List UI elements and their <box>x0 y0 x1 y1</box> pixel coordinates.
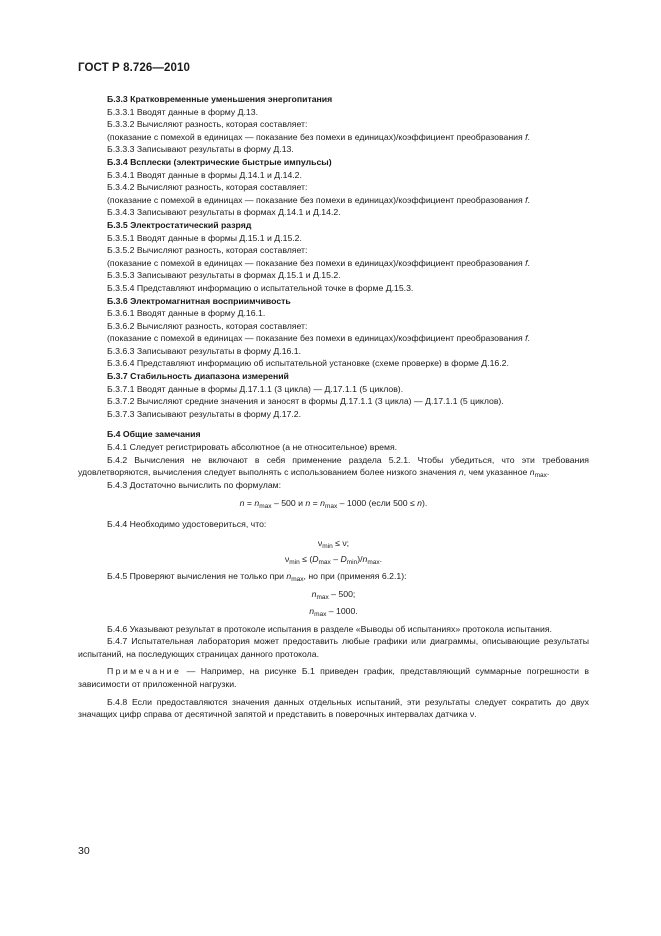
formula: $\nu_{min} \le (D_{max} - D_{min})/n_{max}$. <box>284 554 383 567</box>
paragraph: Б.3.7.1 Вводят данные в формы Д.17.1.1 (3 цикла) — Д.17.1.1 (5 циклов). <box>107 383 404 394</box>
paragraph: Б.3.4.2 Вычисляют разность, которая составляет: <box>107 182 308 193</box>
paragraph: Б.4.1 Следует регистрировать абсолютное (а не относительное) время. <box>107 442 398 453</box>
paragraph: Б.3.5.4 Представляют информацию о испытательной точке в форме Д.15.3. <box>107 282 414 293</box>
paragraph: Б.4.4 Необходимо удостовериться, что: <box>107 519 267 529</box>
section-heading: Б.4 Общие замечания <box>107 429 201 440</box>
section-heading: Б.3.6 Электромагнитная восприимчивость <box>107 295 291 306</box>
paragraph: Б.3.6.4 Представляют информацию об испытательной установке (схеме проверке) в форме Д.16.2. <box>107 358 509 369</box>
paragraph: Б.4.5 Проверяют вычисления не только при $n_{max}$, но при (применяя 6.2.1): <box>107 570 407 583</box>
paragraph: Б.3.7.3 Записывают результаты в форму Д.17.2. <box>107 408 302 419</box>
paragraph: Б.3.5.1 Вводят данные в формы Д.15.1 и Д.15.2. <box>107 232 302 243</box>
note: Примечание — Например, на рисунке Б.1 приведен график, представляющий суммарные погрешности в зависимости от приложенной нагрузки. <box>78 666 589 689</box>
formula-line: (показание с помехой в единицах — показание без помехи в единицах)/коэффициент преобразования f. <box>107 257 530 268</box>
paragraph: Б.4.2 Вычисления не включают в себя применение раздела 5.2.1. Чтобы убедиться, что эти требования удовлетворяются, вычисления следует выполнять с использованием более низкого значения n, чем указанное $n_{max}$. <box>78 454 589 480</box>
paragraph: Б.3.6.3 Записывают результаты в форму Д.16.1. <box>107 345 302 356</box>
section-heading: Б.3.5 Электростатический разряд <box>107 219 252 230</box>
paragraph: Б.4.8 Если предоставляются значения данных отдельных испытаний, эти результаты следует сократить до двух значащих цифр справа от десятичной запятой и представить в поверочных интервалах датчика ν. <box>78 696 589 720</box>
paragraph: Б.3.6.1 Вводят данные в форму Д.16.1. <box>107 308 266 319</box>
paragraph: Б.3.7.2 Вычисляют средние значения и заносят в формы Д.17.1.1 (3 цикла) — Д.17.1.1 (5 циклов). <box>107 396 504 407</box>
paragraph: Б.4.6 Указывают результат в протоколе испытания в разделе «Выводы об испытаниях» протокола испытания. <box>107 623 552 634</box>
paragraph: Б.3.3.2 Вычисляют разность, которая составляет: <box>107 119 308 130</box>
section-heading: Б.3.4 Всплески (электрические быстрые импульсы) <box>107 156 332 167</box>
formula: $n = n_{max} - 500$ и $n = n_{max} - 1000$ (если 500 ≤ n). <box>239 498 428 511</box>
paragraph: Б.3.3.3 Записывают результаты в форму Д.13. <box>107 144 294 155</box>
paragraph: Б.3.4.3 Записывают результаты в формах Д.14.1 и Д.14.2. <box>107 207 341 218</box>
paragraph: Б.3.6.2 Вычисляют разность, которая составляет: <box>107 320 308 331</box>
formula: $\nu_{min} \le \nu$; <box>317 537 350 550</box>
formula-line: (показание с помехой в единицах — показание без помехи в единицах)/коэффициент преобразования f. <box>107 194 530 205</box>
section-heading: Б.3.3 Кратковременные уменьшения энергопитания <box>107 94 333 104</box>
formula-line: (показание с помехой в единицах — показание без помехи в единицах)/коэффициент преобразования f. <box>107 131 530 142</box>
formula: $n_{max} - 500$; <box>311 589 356 602</box>
section-heading: Б.3.7 Стабильность диапазона измерений <box>107 371 289 382</box>
note-label: Примечание <box>107 666 182 677</box>
document-header: ГОСТ Р 8.726—2010 <box>78 62 190 74</box>
document-body <box>78 93 589 721</box>
page-number: 30 <box>78 845 90 857</box>
paragraph: Б.3.5.2 Вычисляют разность, которая составляет: <box>107 245 308 256</box>
paragraph: Б.3.5.3 Записывают результаты в формах Д.15.1 и Д.15.2. <box>107 270 341 281</box>
formula-line: (показание с помехой в единицах — показание без помехи в единицах)/коэффициент преобразования f. <box>107 333 530 344</box>
paragraph: Б.4.3 Достаточно вычислить по формулам: <box>107 479 282 490</box>
paragraph: Б.4.7 Испытательная лаборатория может предоставить любые графики или диаграммы, описывающие результаты испытаний, на последующих страницах данного протокола. <box>78 636 589 659</box>
formula: $n_{max} - 1000$. <box>309 605 358 618</box>
paragraph: Б.3.4.1 Вводят данные в формы Д.14.1 и Д.14.2. <box>107 169 302 180</box>
paragraph: Б.3.3.1 Вводят данные в форму Д.13. <box>107 106 258 117</box>
